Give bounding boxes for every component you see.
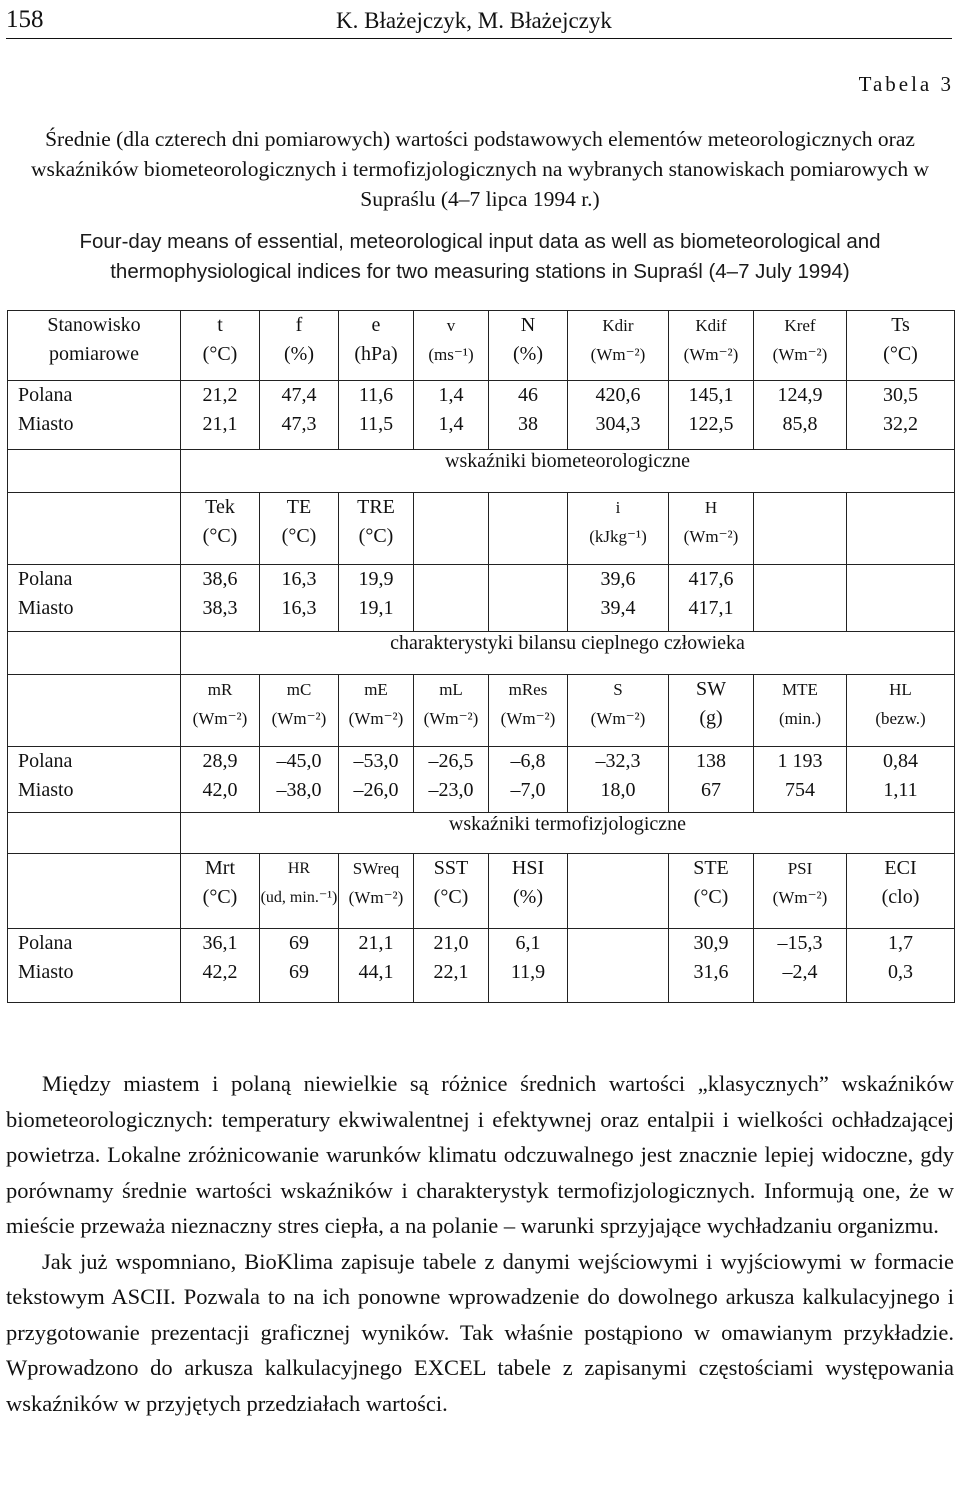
value-cell bbox=[754, 747, 847, 813]
value-cell bbox=[669, 747, 754, 813]
column-header-cell-line: (°C) bbox=[433, 886, 469, 908]
value-cell bbox=[260, 747, 339, 813]
value-cell bbox=[754, 565, 847, 632]
value-cell-line: –53,0 bbox=[353, 750, 399, 772]
value-cell-line: 38 bbox=[518, 413, 538, 435]
value-cell bbox=[489, 381, 568, 450]
value-cell-line: 31,6 bbox=[693, 961, 729, 983]
column-header-cell-line: (Wm⁻²) bbox=[192, 709, 248, 728]
column-header-cell-line: (clo) bbox=[881, 886, 920, 908]
column-header-cell-line: Mrt bbox=[205, 857, 235, 879]
value-cell-line: 30,5 bbox=[883, 384, 918, 406]
column-header-cell-line: (%) bbox=[513, 886, 543, 908]
station-header-cell-line: pomiarowe bbox=[49, 343, 139, 365]
column-header-cell-line: (Wm⁻²) bbox=[500, 709, 556, 728]
column-header-cell-line: MTE bbox=[782, 680, 818, 699]
column-header-cell-line: HL bbox=[889, 680, 912, 699]
value-cell-line: 11,5 bbox=[358, 413, 394, 435]
column-header-cell bbox=[339, 493, 414, 565]
column-header-cell-line: (°C) bbox=[281, 525, 317, 547]
column-header-cell bbox=[489, 311, 568, 381]
column-header-cell bbox=[568, 854, 669, 929]
values-row bbox=[8, 747, 955, 813]
value-cell-line: 38,6 bbox=[202, 568, 238, 590]
value-cell-line: 46 bbox=[518, 384, 538, 406]
column-header-cell-line: mRes bbox=[508, 680, 548, 699]
station-name-cell bbox=[8, 565, 181, 632]
value-cell-line: 0,84 bbox=[883, 750, 918, 772]
value-cell-line: –32,3 bbox=[595, 750, 641, 772]
value-cell-line: 85,8 bbox=[782, 413, 818, 435]
value-cell bbox=[568, 747, 669, 813]
value-cell-line: 1,11 bbox=[883, 779, 918, 801]
column-header-cell-line: (Wm⁻²) bbox=[423, 709, 479, 728]
values-row bbox=[8, 381, 955, 450]
value-cell bbox=[568, 565, 669, 632]
station-name-cell bbox=[8, 929, 181, 1003]
station-name-cell-line: Miasto bbox=[18, 961, 74, 983]
header-row bbox=[8, 493, 955, 565]
value-cell-line: 18,0 bbox=[600, 779, 636, 801]
table-caption-polish: Średnie (dla czterech dni pomiarowych) wartości podstawowych elementów meteorologicznych oraz wskaźników biometeorologicznych i termofizjologicznych na wybranych stanowiskach pomiarowych w Supraślu (4–7 lipca 1994 r.) bbox=[31, 127, 929, 211]
value-cell-line: 1,4 bbox=[438, 413, 464, 435]
column-header-cell-line: (Wm⁻²) bbox=[271, 709, 327, 728]
station-name-cell-line: Miasto bbox=[18, 597, 74, 619]
value-cell bbox=[754, 381, 847, 450]
value-cell-line: –26,0 bbox=[353, 779, 399, 801]
value-cell bbox=[414, 565, 489, 632]
value-cell-line: 754 bbox=[785, 779, 815, 801]
column-header-cell-line: v bbox=[446, 316, 456, 335]
value-cell bbox=[489, 747, 568, 813]
value-cell-line: 145,1 bbox=[688, 384, 734, 406]
station-header-cell-line: Stanowisko bbox=[47, 314, 141, 336]
column-header-cell bbox=[339, 311, 414, 381]
column-header-cell bbox=[339, 675, 414, 747]
column-header-cell-line: SW bbox=[696, 678, 726, 700]
station-header-cell bbox=[8, 311, 181, 381]
column-header-cell bbox=[489, 675, 568, 747]
column-header-cell-line: mL bbox=[439, 680, 463, 699]
empty-cell bbox=[8, 854, 181, 929]
value-cell-line: 417,6 bbox=[688, 568, 734, 590]
column-header-cell-line: e bbox=[371, 314, 381, 336]
value-cell bbox=[339, 565, 414, 632]
column-header-cell-line: SWreq bbox=[352, 859, 400, 878]
column-header-cell bbox=[414, 493, 489, 565]
station-name-cell bbox=[8, 381, 181, 450]
column-header-cell bbox=[754, 854, 847, 929]
column-header-cell bbox=[181, 854, 260, 929]
column-header-cell-line: HR bbox=[287, 860, 311, 877]
value-cell-line: 47,3 bbox=[281, 413, 317, 435]
column-header-cell bbox=[754, 675, 847, 747]
column-header-cell-line: (Wm⁻²) bbox=[772, 345, 828, 364]
column-header-cell bbox=[847, 854, 955, 929]
header-row bbox=[8, 311, 955, 381]
station-name-cell-line: Polana bbox=[18, 568, 73, 590]
column-header-cell bbox=[669, 675, 754, 747]
running-head: K. Błażejczyk, M. Błażejczyk bbox=[336, 8, 612, 33]
column-header-cell bbox=[847, 675, 955, 747]
value-cell-line: –45,0 bbox=[276, 750, 322, 772]
column-header-cell-line: (%) bbox=[284, 343, 314, 365]
value-cell bbox=[754, 929, 847, 1003]
column-header-cell-line: (°C) bbox=[693, 886, 729, 908]
column-header-cell bbox=[260, 675, 339, 747]
value-cell-line: 69 bbox=[289, 961, 309, 983]
section-title-row bbox=[8, 813, 955, 854]
value-cell-line: 1,7 bbox=[888, 932, 913, 954]
value-cell-line: 417,1 bbox=[688, 597, 734, 619]
value-cell-line: 1 193 bbox=[777, 750, 823, 772]
value-cell bbox=[260, 929, 339, 1003]
column-header-cell-line: Tek bbox=[205, 496, 235, 518]
value-cell-line: 21,1 bbox=[358, 932, 394, 954]
column-header-cell bbox=[339, 854, 414, 929]
column-header-cell-line: i bbox=[615, 498, 621, 517]
column-header-cell bbox=[568, 493, 669, 565]
value-cell-line: 44,1 bbox=[358, 961, 394, 983]
column-header-cell-line: ECI bbox=[884, 857, 917, 879]
column-header-cell-line: (Wm⁻²) bbox=[590, 709, 646, 728]
value-cell bbox=[489, 565, 568, 632]
value-cell-line: –38,0 bbox=[276, 779, 322, 801]
empty-cell bbox=[8, 450, 181, 493]
value-cell bbox=[847, 929, 955, 1003]
value-cell-line: 1,4 bbox=[438, 384, 464, 406]
value-cell bbox=[669, 381, 754, 450]
column-header-cell-line: Kref bbox=[784, 316, 816, 335]
page-header bbox=[0, 4, 952, 38]
column-header-cell bbox=[414, 854, 489, 929]
column-header-cell-line: (°C) bbox=[202, 525, 238, 547]
value-cell bbox=[489, 929, 568, 1003]
empty-cell bbox=[8, 675, 181, 747]
column-header-cell-line: (°C) bbox=[358, 525, 394, 547]
column-header-cell-line: (%) bbox=[513, 343, 543, 365]
column-header-cell-line: mR bbox=[207, 680, 233, 699]
column-header-cell bbox=[568, 675, 669, 747]
value-cell bbox=[181, 381, 260, 450]
station-name-cell-line: Polana bbox=[18, 932, 73, 954]
value-cell-line: 30,9 bbox=[693, 932, 729, 954]
value-cell-line: 19,1 bbox=[358, 597, 394, 619]
column-header-cell-line: TRE bbox=[357, 496, 395, 518]
column-header-cell-line: Kdif bbox=[695, 316, 727, 335]
column-header-cell bbox=[181, 675, 260, 747]
value-cell-line: 21,2 bbox=[202, 384, 238, 406]
value-cell-line: –7,0 bbox=[510, 779, 546, 801]
value-cell bbox=[260, 381, 339, 450]
paragraph: Między miastem i polaną niewielkie są różnice średnich wartości „klasycznych” wskaźników biometeorologicznych: temperatury ekwiwalentnej i efektywnej oraz entalpii i wielkości ochładzającej powietrza. Lokalne zróżnicowanie warunków klimatu odczuwalnego jest znacznie lepiej widoczne, gdy porównamy średnie wartości wskaźników i charakterystyk termofizjologicznych. Informują one, że w mieście przeważa nieznaczny stres ciepła, a na polanie – warunki sprzyjające wychładzaniu organizmu. bbox=[6, 1071, 954, 1238]
column-header-cell bbox=[414, 311, 489, 381]
value-cell-line: 39,4 bbox=[600, 597, 636, 619]
column-header-cell-line: (g) bbox=[699, 707, 723, 729]
column-header-cell-line: (Wm⁻²) bbox=[348, 888, 404, 907]
body-text bbox=[6, 1066, 954, 1421]
value-cell bbox=[847, 747, 955, 813]
value-cell bbox=[669, 929, 754, 1003]
value-cell-line: 47,4 bbox=[281, 384, 317, 406]
column-header-cell-line: (ms⁻¹) bbox=[428, 345, 474, 364]
column-header-cell bbox=[489, 493, 568, 565]
values-row bbox=[8, 565, 955, 632]
column-header-cell-line: mC bbox=[286, 680, 312, 699]
values-row bbox=[8, 929, 955, 1003]
value-cell bbox=[339, 929, 414, 1003]
value-cell bbox=[181, 747, 260, 813]
column-header-cell bbox=[669, 311, 754, 381]
header-rule bbox=[6, 38, 952, 39]
value-cell bbox=[847, 381, 955, 450]
value-cell-line: 38,3 bbox=[202, 597, 238, 619]
column-header-cell bbox=[181, 311, 260, 381]
value-cell bbox=[260, 565, 339, 632]
value-cell bbox=[414, 381, 489, 450]
station-name-cell-line: Miasto bbox=[18, 413, 74, 435]
column-header-cell-line: HSI bbox=[511, 857, 545, 879]
column-header-cell-line: (ud, min.⁻¹) bbox=[260, 889, 338, 906]
value-cell bbox=[339, 381, 414, 450]
value-cell-line: –2,4 bbox=[782, 961, 818, 983]
empty-cell bbox=[8, 813, 181, 854]
column-header-cell-line: (min.) bbox=[778, 709, 822, 728]
column-header-cell-line: (Wm⁻²) bbox=[590, 345, 646, 364]
empty-cell bbox=[8, 493, 181, 565]
section-title-row bbox=[8, 632, 955, 675]
value-cell bbox=[339, 747, 414, 813]
value-cell bbox=[414, 747, 489, 813]
column-header-cell bbox=[669, 854, 754, 929]
value-cell-line: –6,8 bbox=[510, 750, 546, 772]
value-cell bbox=[669, 565, 754, 632]
value-cell-line: 22,1 bbox=[433, 961, 469, 983]
station-name-cell bbox=[8, 747, 181, 813]
value-cell-line: 138 bbox=[696, 750, 726, 772]
column-header-cell-line: (°C) bbox=[202, 886, 238, 908]
value-cell-line: 11,6 bbox=[358, 384, 394, 406]
column-header-cell-line: Ts bbox=[891, 314, 910, 336]
value-cell-line: 36,1 bbox=[202, 932, 238, 954]
value-cell-line: 0,3 bbox=[888, 961, 913, 983]
table-caption-english: Four-day means of essential, meteorological input data as well as biometeorological and thermophysiological indices for two measuring stations in Supraśl (4–7 July 1994) bbox=[79, 230, 881, 283]
column-header-cell bbox=[181, 493, 260, 565]
column-header-cell-line: PSI bbox=[787, 859, 813, 878]
column-header-cell bbox=[847, 493, 955, 565]
column-header-cell-line: mE bbox=[364, 680, 388, 699]
column-header-cell-line: f bbox=[295, 314, 303, 336]
value-cell-line: 42,2 bbox=[202, 961, 238, 983]
column-header-cell-line: STE bbox=[693, 857, 729, 879]
column-header-cell bbox=[489, 854, 568, 929]
column-header-cell-line: S bbox=[613, 680, 623, 699]
column-header-cell-line: H bbox=[704, 498, 718, 517]
column-header-cell bbox=[414, 675, 489, 747]
value-cell bbox=[568, 381, 669, 450]
value-cell-line: 21,0 bbox=[433, 932, 469, 954]
value-cell-line: 122,5 bbox=[688, 413, 734, 435]
station-name-cell-line: Polana bbox=[18, 384, 73, 406]
section-title: wskaźniki termofizjologiczne bbox=[181, 813, 955, 854]
value-cell-line: 124,9 bbox=[777, 384, 823, 406]
value-cell-line: 11,9 bbox=[510, 961, 546, 983]
column-header-cell-line: (hPa) bbox=[354, 343, 398, 365]
column-header-cell-line: (bezw.) bbox=[875, 709, 926, 728]
section-title-row bbox=[8, 450, 955, 493]
column-header-cell bbox=[754, 311, 847, 381]
value-cell-line: 16,3 bbox=[281, 568, 317, 590]
value-cell-line: 42,0 bbox=[202, 779, 238, 801]
column-header-cell bbox=[847, 311, 955, 381]
column-header-cell-line: TE bbox=[286, 496, 312, 518]
column-header-cell-line: Kdir bbox=[602, 316, 634, 335]
value-cell bbox=[847, 565, 955, 632]
column-header-cell bbox=[260, 311, 339, 381]
value-cell-line: –23,0 bbox=[428, 779, 474, 801]
value-cell-line: 28,9 bbox=[202, 750, 238, 772]
column-header-cell bbox=[669, 493, 754, 565]
column-header-cell bbox=[568, 311, 669, 381]
value-cell-line: 21,1 bbox=[202, 413, 238, 435]
column-header-cell-line: N bbox=[520, 314, 536, 336]
value-cell-line: 420,6 bbox=[595, 384, 641, 406]
value-cell-line: 69 bbox=[289, 932, 309, 954]
header-row bbox=[8, 675, 955, 747]
data-table bbox=[7, 310, 955, 1003]
column-header-cell bbox=[754, 493, 847, 565]
column-header-cell-line: (Wm⁻²) bbox=[348, 709, 404, 728]
column-header-cell bbox=[260, 854, 339, 929]
station-name-cell-line: Polana bbox=[18, 750, 73, 772]
value-cell-line: 32,2 bbox=[883, 413, 918, 435]
column-header-cell-line: (Wm⁻²) bbox=[772, 888, 828, 907]
value-cell-line: 304,3 bbox=[595, 413, 641, 435]
column-header-cell-line: (°C) bbox=[883, 343, 918, 365]
header-row bbox=[8, 854, 955, 929]
value-cell bbox=[181, 565, 260, 632]
value-cell bbox=[414, 929, 489, 1003]
column-header-cell-line: (kJkg⁻¹) bbox=[589, 527, 647, 546]
column-header-cell-line: t bbox=[217, 314, 223, 336]
column-header-cell-line: SST bbox=[433, 857, 469, 879]
table-label: Tabela 3 bbox=[858, 72, 954, 96]
station-name-cell-line: Miasto bbox=[18, 779, 74, 801]
value-cell-line: –26,5 bbox=[428, 750, 474, 772]
value-cell-line: 39,6 bbox=[600, 568, 636, 590]
value-cell-line: 16,3 bbox=[281, 597, 317, 619]
value-cell-line: 67 bbox=[701, 779, 721, 801]
section-title: wskaźniki biometeorologiczne bbox=[181, 450, 955, 493]
column-header-cell-line: (Wm⁻²) bbox=[683, 527, 739, 546]
section-title: charakterystyki bilansu cieplnego człowieka bbox=[181, 632, 955, 675]
value-cell bbox=[568, 929, 669, 1003]
value-cell-line: 19,9 bbox=[358, 568, 394, 590]
paragraph: Jak już wspomniano, BioKlima zapisuje tabele z danymi wejściowymi i wyjściowymi w formacie tekstowym ASCII. Pozwala to na ich ponowne wprowadzenie do dowolnego arkusza kalkulacyjnego i przygotowanie prezentacji graficznej wyników. Tak właśnie postąpiono w omawianym przykładzie. Wprowadzono do arkusza kalkulacyjnego EXCEL tabele z zapisanymi częstościami występowania wskaźników w przyjętych przedziałach wartości. bbox=[6, 1248, 954, 1416]
value-cell bbox=[181, 929, 260, 1003]
column-header-cell bbox=[260, 493, 339, 565]
column-header-cell-line: (Wm⁻²) bbox=[683, 345, 739, 364]
value-cell-line: 6,1 bbox=[515, 932, 541, 954]
empty-cell bbox=[8, 632, 181, 675]
value-cell-line: –15,3 bbox=[777, 932, 823, 954]
column-header-cell-line: (°C) bbox=[202, 343, 238, 365]
page-number: 158 bbox=[6, 6, 44, 33]
